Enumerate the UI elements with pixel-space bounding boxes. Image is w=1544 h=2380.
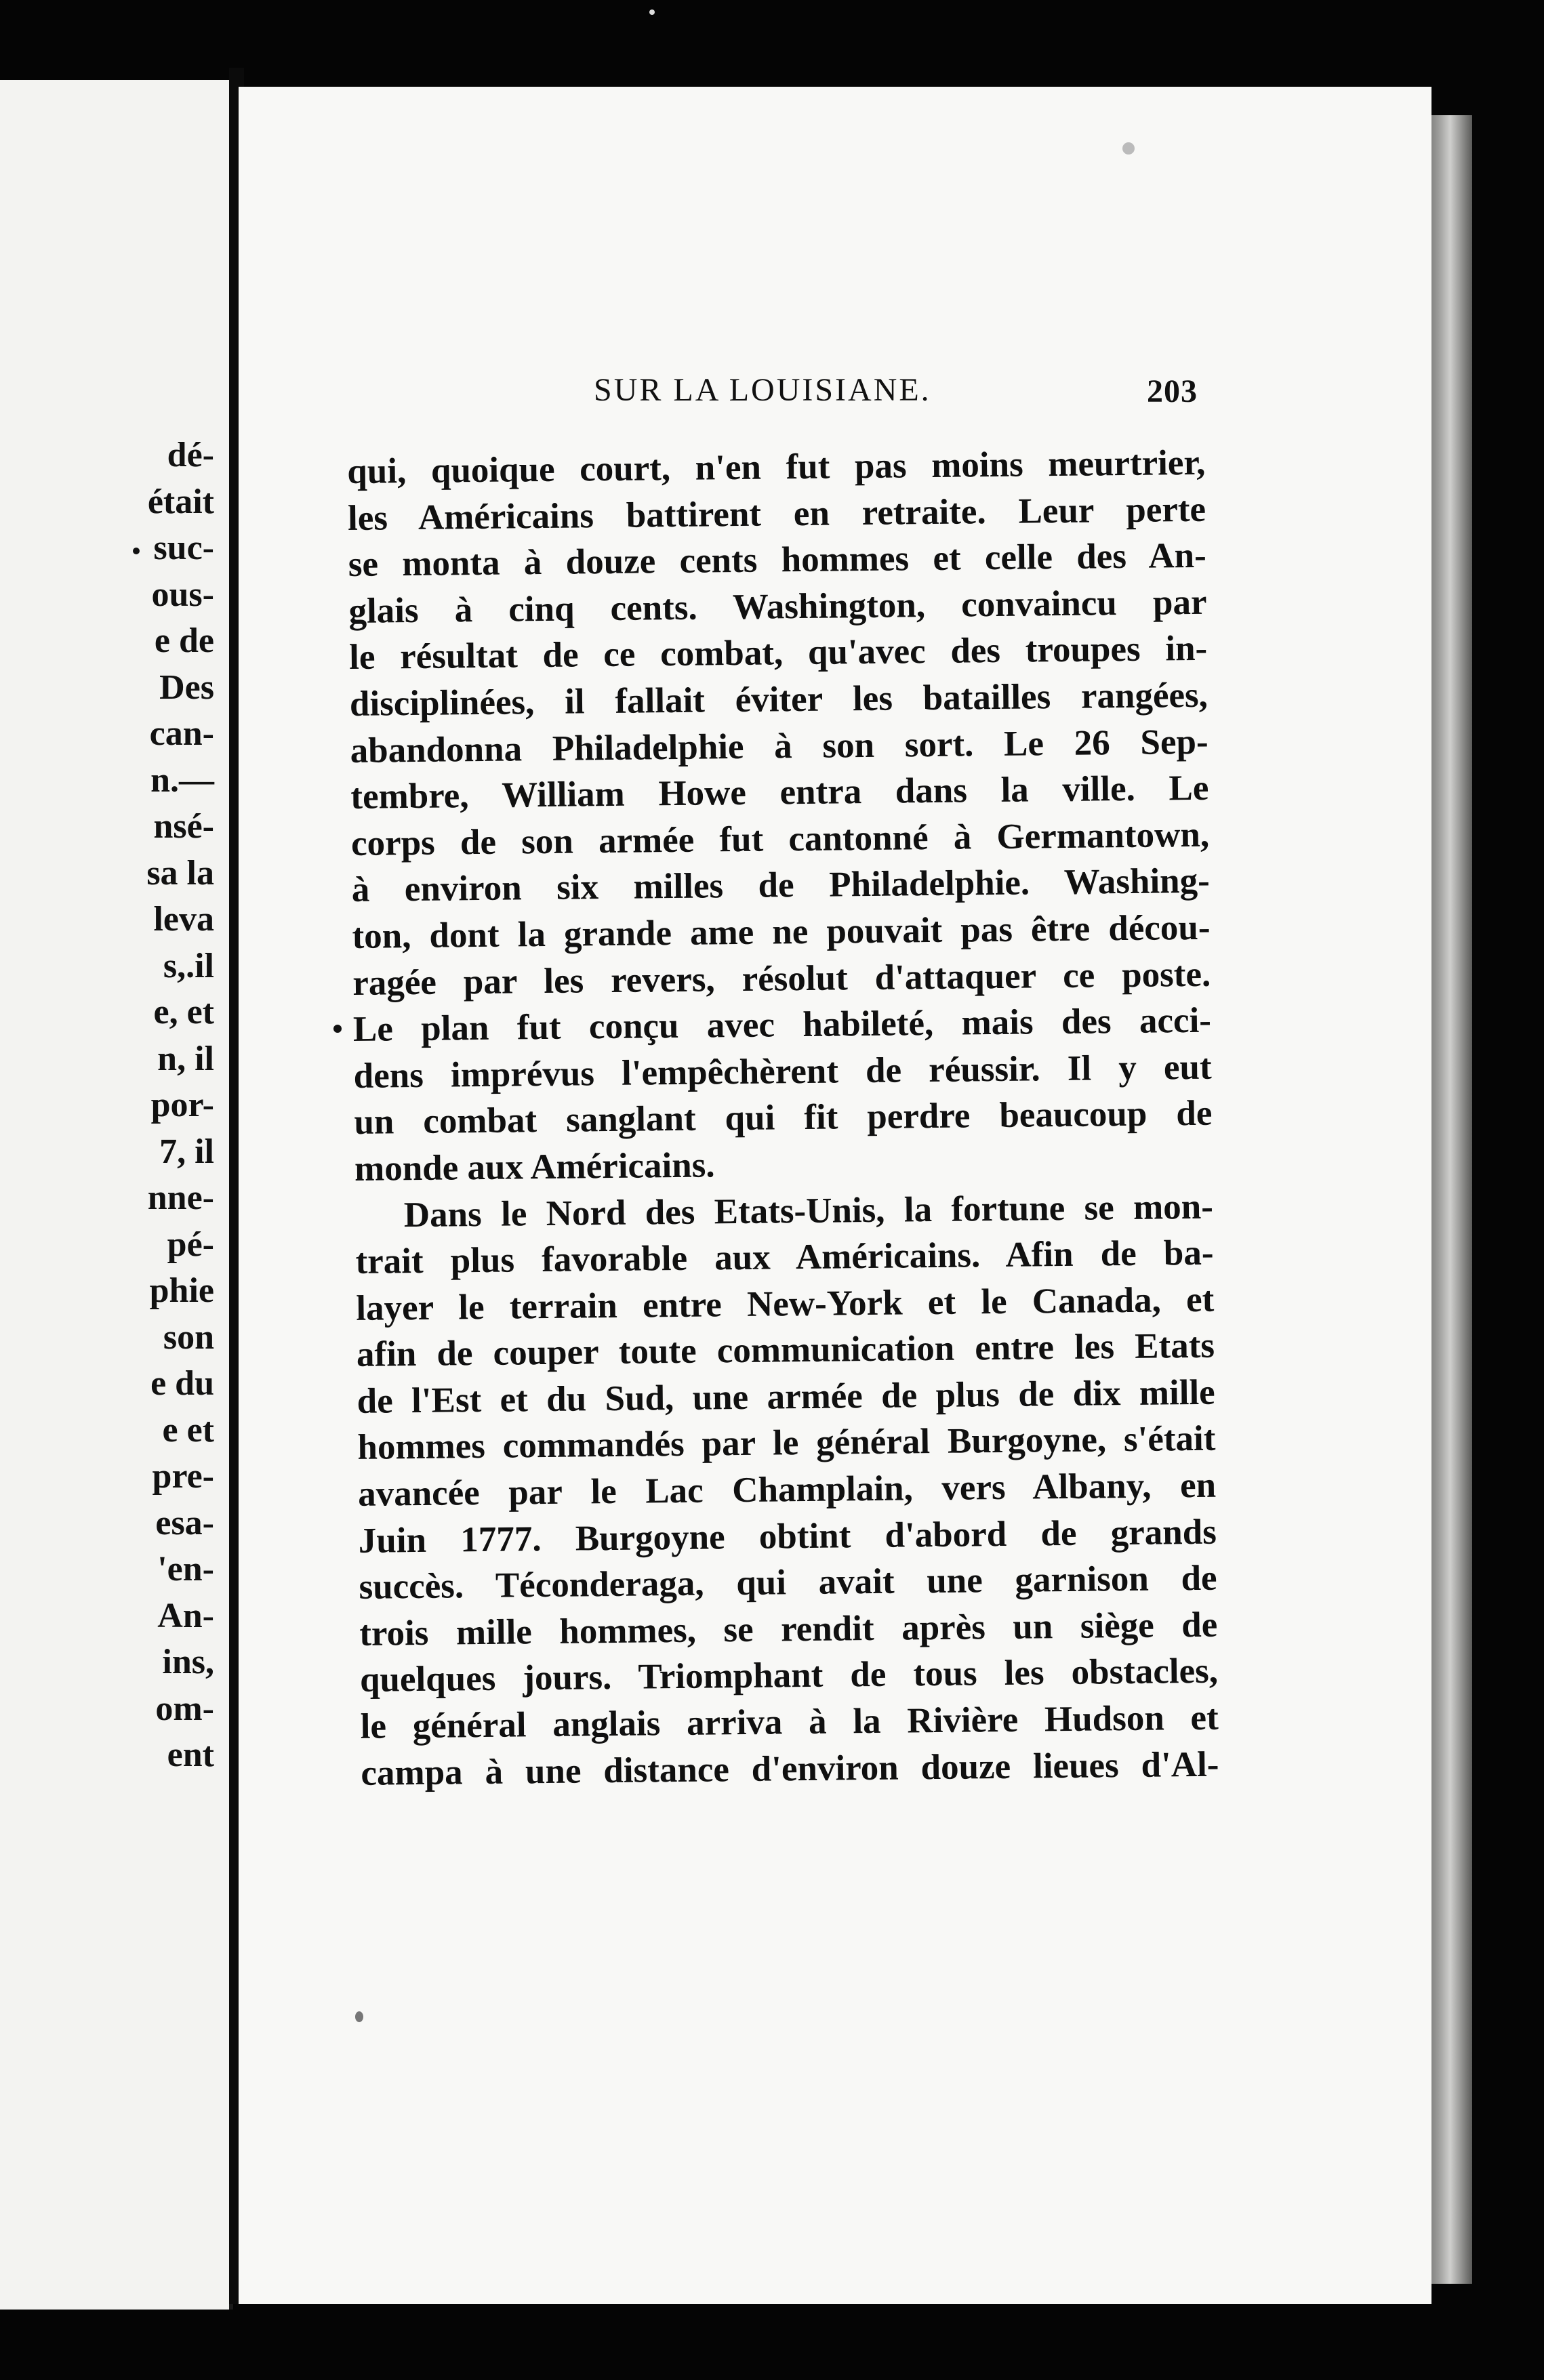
facing-line: était (147, 482, 214, 521)
text-line: un combat sanglant qui fit perdre beaucoup de (354, 1094, 1213, 1143)
page-number: 203 (1147, 373, 1198, 409)
facing-line: ins, (162, 1643, 214, 1681)
text-line: afin de couper toute communication entre les Etats (356, 1326, 1215, 1375)
facing-line: son (163, 1317, 214, 1357)
facing-line: An- (157, 1596, 214, 1635)
page-body (347, 440, 1219, 1797)
facing-line: nne- (147, 1178, 214, 1217)
text-line: monde aux Américains. (354, 1145, 715, 1189)
text-line: le général anglais arriva à la Rivière Hudson et (360, 1698, 1219, 1746)
text-line: disciplinées, il fallait éviter les batailles rangées, (349, 675, 1208, 724)
facing-line: Des (159, 668, 214, 707)
facing-line: e du (150, 1364, 214, 1403)
facing-line: 'en- (157, 1550, 214, 1588)
text-line: layer le terrain entre New-York et le Canada, et (355, 1279, 1215, 1328)
facing-page-text (146, 432, 214, 1779)
facing-line: can- (149, 714, 214, 753)
text-line: trait plus favorable aux Américains. Afin de ba- (355, 1233, 1214, 1282)
text-line: les Américains battirent en retraite. Leur perte (347, 489, 1206, 538)
facing-line: dé- (167, 436, 214, 474)
page-header (352, 371, 1234, 419)
text-line: tembre, William Howe entra dans la ville. Le (350, 768, 1209, 817)
facing-line: e de (154, 621, 214, 660)
text-line: glais à cinq cents. Washington, convaincu par (348, 582, 1207, 631)
facing-line: suc- (153, 529, 214, 567)
facing-line: nsé- (153, 807, 214, 846)
text-line: Juin 1777. Burgoyne obtint d'abord de grands (358, 1512, 1217, 1561)
facing-line: pre- (152, 1457, 214, 1496)
scan-speck (649, 9, 655, 15)
text-line: de l'Est et du Sud, une armée de plus de dix mille (357, 1372, 1215, 1421)
text-line: Dans le Nord des Etats-Unis, la fortune se mon- (403, 1187, 1214, 1235)
text-line: trois mille hommes, se rendit après un siège de (359, 1605, 1218, 1654)
scan-speck (355, 2011, 363, 2022)
text-line: qui, quoique court, n'en fut pas moins meurtrier, (347, 443, 1206, 491)
scan-speck (333, 1025, 342, 1033)
facing-page (0, 80, 233, 2310)
text-line: dens imprévus l'empêchèrent de réussir. Il y eut (353, 1047, 1212, 1096)
facing-line: e et (162, 1410, 214, 1450)
facing-line: ent (167, 1736, 214, 1774)
text-line: campa à une distance d'environ douze lieues d'Al- (361, 1744, 1219, 1793)
text-line: hommes commandés par le général Burgoyne, s'était (357, 1419, 1216, 1468)
facing-line: leva (153, 900, 214, 939)
text-line: abandonna Philadelphie à son sort. Le 26 Sep- (350, 722, 1208, 771)
text-line: à environ six milles de Philadelphie. Washing- (351, 861, 1211, 910)
running-head: SUR LA LOUISIANE. (594, 372, 931, 408)
facing-line: om- (155, 1689, 214, 1728)
facing-line: n, il (157, 1039, 214, 1078)
facing-line: esa- (155, 1503, 214, 1542)
text-line: Le plan fut conçu avec habileté, mais des acci- (352, 1000, 1212, 1050)
facing-line: pé- (167, 1225, 214, 1264)
facing-line: phie (149, 1271, 214, 1310)
facing-line: e, et (153, 993, 214, 1031)
text-line: ragée par les revers, résolut d'attaquer ce poste. (352, 954, 1211, 1003)
facing-line: sa la (146, 853, 214, 893)
scan-speck (1122, 142, 1135, 155)
facing-line: s,.il (163, 946, 214, 985)
text-line: corps de son armée fut cantonné à Germantown, (350, 815, 1210, 863)
scan-speck (133, 548, 140, 554)
facing-line: 7, il (159, 1132, 214, 1171)
text-line: ton, dont la grande ame ne pouvait pas être décou- (352, 907, 1211, 956)
text-line: se monta à douze cents hommes et celle des An- (348, 535, 1207, 585)
text-line: avancée par le Lac Champlain, vers Albany, en (357, 1465, 1217, 1514)
facing-line: por- (150, 1086, 214, 1124)
facing-line: n.— (150, 760, 214, 800)
facing-line: ous- (151, 575, 214, 614)
text-line: succès. Téconderaga, qui avait une garnison de (359, 1558, 1217, 1607)
text-line: le résultat de ce combat, qu'avec des troupes in- (348, 629, 1208, 678)
text-line: quelques jours. Triomphant de tous les obstacles, (359, 1651, 1219, 1700)
